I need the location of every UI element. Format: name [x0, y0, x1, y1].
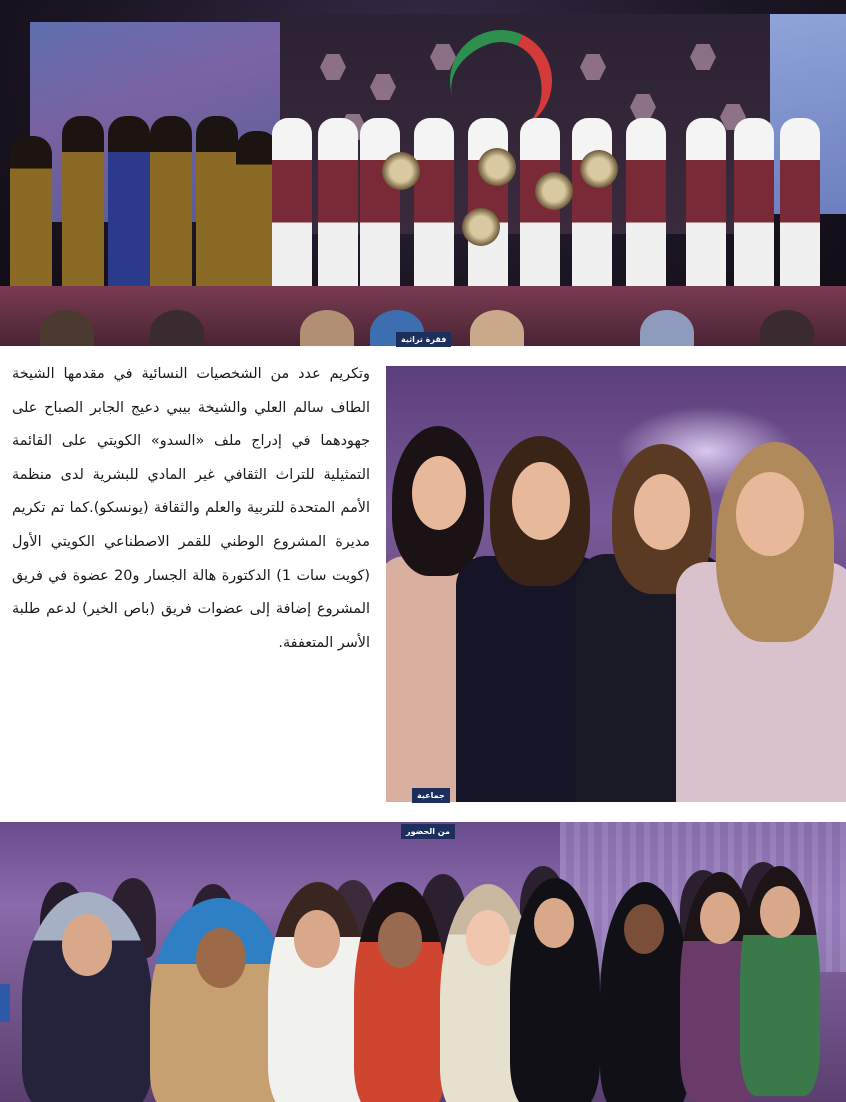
guest-front: [600, 882, 690, 1102]
performer: [626, 118, 666, 308]
performer: [318, 118, 358, 308]
performer: [414, 118, 454, 308]
drum-icon: [580, 150, 618, 188]
guest-front: [268, 882, 368, 1102]
drum-icon: [535, 172, 573, 210]
guest-front: [354, 882, 446, 1102]
drum-icon: [478, 148, 516, 186]
photo-caption-top: فقرة تراثية: [396, 332, 451, 347]
photo-caption-middle: جماعية: [412, 788, 450, 803]
drum-icon: [382, 152, 420, 190]
photo-caption-bottom: من الحضور: [401, 824, 455, 839]
group-photo-women: [386, 366, 846, 802]
performer: [686, 118, 726, 308]
guest-front: [22, 892, 152, 1102]
stage-performance-photo: [0, 0, 846, 346]
guest-front: [510, 878, 600, 1102]
page-edge-marker: [0, 984, 10, 1022]
performer: [520, 118, 560, 308]
audience-photo: [0, 822, 846, 1102]
performer: [360, 118, 400, 308]
performer: [734, 118, 774, 308]
performer: [572, 118, 612, 308]
drum-icon: [462, 208, 500, 246]
performer: [272, 118, 312, 308]
guest-front: [740, 866, 820, 1096]
performer: [780, 118, 820, 308]
article-paragraph: وتكريم عدد من الشخصيات النسائية في مقدمها الشيخة الطاف سالم العلي والشيخة بيبي دعيج الجابر الصباح على جهودهما في إدراج ملف «السدو» الكويتي على القائمة التمثيلية للتراث الثقافي غير المادي للبشرية لدى منظمة الأمم المتحدة للتربية والعلم والثقافة (يونسكو).كما تم تكريم مديرة المشروع الوطني للقمر الاصطناعي الكويتي الأول (كويت سات 1) الدكتورة هالة الجسار و20 عضوة في فريق المشروع إضافة إلى عضوات فريق (باص الخير) لدعم طلبة الأسر المتعففة.: [12, 366, 370, 651]
